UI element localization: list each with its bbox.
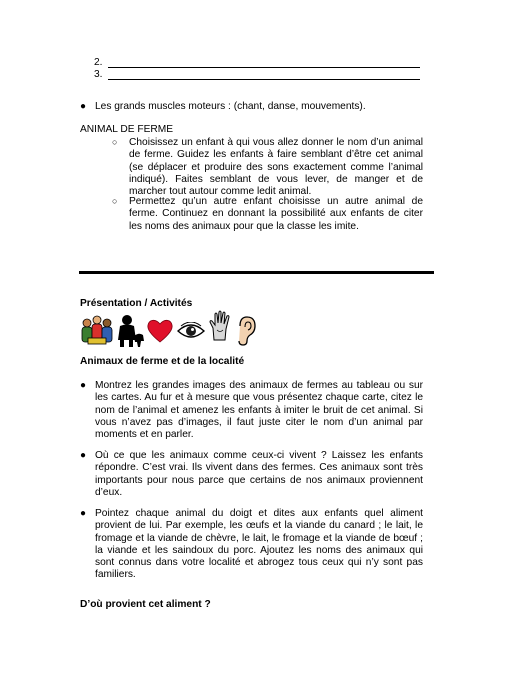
local-bullet: Montrez les grandes images des animaux de fermes au tableau ou sur les cartes. Au fur et à mesure que vous présentez chaque carte, citez le nom de l’animal et amenez les enfants à imiter le bruit de cet animal. Si vous n’avez pas d’images, il faut juste citer le nom d’un animal par moments et en parler.: [95, 380, 423, 441]
eye-icon: [177, 322, 205, 340]
circle-bullet: ○: [112, 137, 118, 147]
animal-item: Choisissez un enfant à qui vous allez donner le nom d’un animal de ferme. Guidez les enfants à faire semblant d’être cet animal (se déplacer et produire des sons exactement comme l’animal indiqué). Faites semblant de vous lever, de manger et de marcher tout autour comme ledit animal.: [129, 137, 423, 198]
bullet-dot: ●: [80, 380, 87, 391]
hand-icon: [208, 310, 232, 342]
line-number: 2.: [94, 57, 103, 68]
bullet-dot: ●: [80, 101, 87, 112]
local-animals-heading: Animaux de ferme et de la localité: [80, 356, 245, 367]
section-divider: [79, 271, 434, 274]
numbered-blank-line: [94, 69, 108, 81]
food-origin-heading: D’où provient cet aliment ?: [80, 599, 211, 610]
bullet-dot: ●: [80, 450, 87, 461]
animal-section-heading: ANIMAL DE FERME: [80, 124, 174, 135]
bullet-dot: ●: [80, 508, 87, 519]
local-bullet: Pointez chaque animal du doigt et dites aux enfants quel aliment provient de lui. Par exemple, les œufs et la viande du canard ; le lait, le fromage et la viande de chèvre, le lait, le fromage et la viande de bœuf ; la viande et les saindoux du porc. Ajoutez les noms des animaux qui sont connus dans votre localité et abrogez tous ceux qui n’y sont pas familiers.: [95, 508, 423, 581]
child-with-dog-icon: [115, 314, 145, 348]
blank-line-rule: [108, 67, 420, 68]
ear-icon: [235, 316, 257, 346]
blank-line-rule: [108, 79, 420, 80]
numbered-blank-line: [94, 57, 108, 69]
line-number: 3.: [94, 69, 103, 80]
local-bullet: Où ce que les animaux comme ceux-ci vivent ? Laissez les enfants répondre. C’est vrai. Ils vivent dans des fermes. Ces animaux sont très importants pour nous parce que certains de nos animaux proviennent d’eux.: [95, 450, 423, 498]
heart-icon: [146, 318, 174, 344]
animal-item: Permettez qu’un autre enfant choisisse un autre animal de ferme. Continuez en donnant la possibilité aux enfants de citer les noms des animaux pour que la classe les imite.: [129, 196, 423, 232]
circle-bullet: ○: [112, 196, 118, 206]
bullet-text: Les grands muscles moteurs : (chant, danse, mouvements).: [95, 101, 366, 112]
children-group-icon: [80, 314, 114, 346]
presentation-heading: Présentation / Activités: [80, 298, 193, 309]
